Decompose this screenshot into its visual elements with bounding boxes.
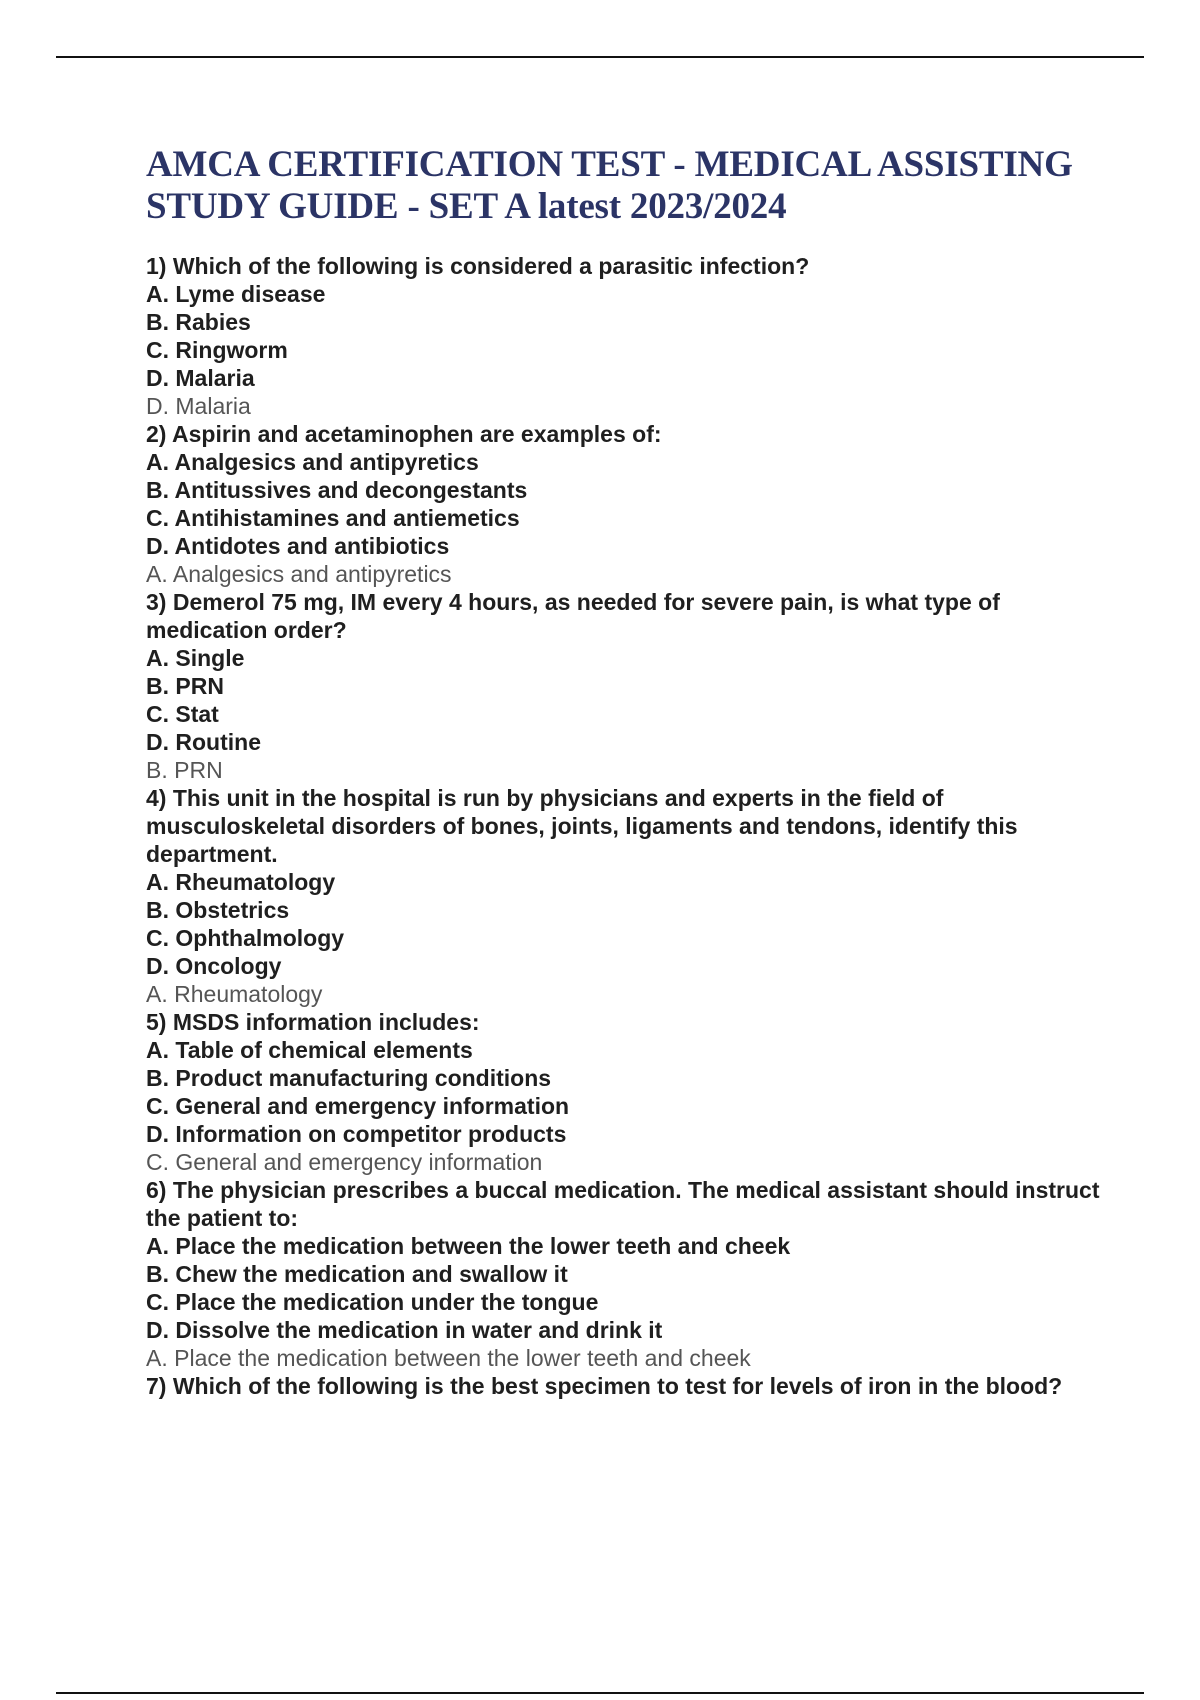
question-6-answer: A. Place the medication between the lower teeth and cheek bbox=[146, 1345, 751, 1371]
question-6-option-a: A. Place the medication between the lower teeth and cheek bbox=[146, 1233, 791, 1259]
question-1-option-c: C. Ringworm bbox=[146, 337, 288, 363]
question-4-option-d: D. Oncology bbox=[146, 953, 282, 979]
question-2-option-c: C. Antihistamines and antiemetics bbox=[146, 505, 520, 531]
question-5: 5) MSDS information includes: bbox=[146, 1009, 480, 1035]
question-4-option-c: C. Ophthalmology bbox=[146, 925, 345, 951]
question-3-option-d: D. Routine bbox=[146, 729, 261, 755]
question-4-option-b: B. Obstetrics bbox=[146, 897, 290, 923]
question-3-answer: B. PRN bbox=[146, 757, 223, 783]
title-line-1: AMCA CERTIFICATION TEST - MEDICAL ASSISTING bbox=[146, 144, 1073, 185]
question-5-option-c: C. General and emergency information bbox=[146, 1093, 570, 1119]
title-line-2: STUDY GUIDE - SET A latest 2023/2024 bbox=[146, 186, 787, 227]
question-2-answer: A. Analgesics and antipyretics bbox=[146, 561, 452, 587]
question-2: 2) Aspirin and acetaminophen are examples of: bbox=[146, 421, 662, 447]
question-6: 6) The physician prescribes a buccal medication. The medical assistant should instruct the patient to: bbox=[146, 1177, 1100, 1231]
question-6-option-c: C. Place the medication under the tongue bbox=[146, 1289, 599, 1315]
question-list bbox=[146, 252, 1106, 1400]
question-1-option-b: B. Rabies bbox=[146, 309, 251, 335]
question-2-option-b: B. Antitussives and decongestants bbox=[146, 477, 528, 503]
question-4-option-a: A. Rheumatology bbox=[146, 869, 336, 895]
question-5-option-b: B. Product manufacturing conditions bbox=[146, 1065, 552, 1091]
question-3-option-b: B. PRN bbox=[146, 673, 224, 699]
question-4: 4) This unit in the hospital is run by physicians and experts in the field of musculoskeletal disorders of bones, joints, ligaments and tendons, identify this department. bbox=[146, 785, 1018, 867]
question-1: 1) Which of the following is considered a parasitic infection? bbox=[146, 253, 810, 279]
question-2-option-d: D. Antidotes and antibiotics bbox=[146, 533, 450, 559]
question-5-answer: C. General and emergency information bbox=[146, 1149, 543, 1175]
question-5-option-a: A. Table of chemical elements bbox=[146, 1037, 473, 1063]
question-5-option-d: D. Information on competitor products bbox=[146, 1121, 567, 1147]
question-7: 7) Which of the following is the best specimen to test for levels of iron in the blood? bbox=[146, 1373, 1063, 1399]
question-3-option-a: A. Single bbox=[146, 645, 245, 671]
question-3: 3) Demerol 75 mg, IM every 4 hours, as needed for severe pain, is what type of medication order? bbox=[146, 589, 1000, 643]
top-divider bbox=[56, 56, 1144, 58]
bottom-divider bbox=[56, 1692, 1144, 1694]
question-2-option-a: A. Analgesics and antipyretics bbox=[146, 449, 479, 475]
document-body bbox=[146, 144, 1106, 1400]
question-1-answer: D. Malaria bbox=[146, 393, 251, 419]
question-1-option-a: A. Lyme disease bbox=[146, 281, 326, 307]
document-title bbox=[146, 144, 1106, 228]
question-6-option-b: B. Chew the medication and swallow it bbox=[146, 1261, 568, 1287]
question-3-option-c: C. Stat bbox=[146, 701, 219, 727]
question-4-answer: A. Rheumatology bbox=[146, 981, 323, 1007]
question-6-option-d: D. Dissolve the medication in water and drink it bbox=[146, 1317, 663, 1343]
question-1-option-d: D. Malaria bbox=[146, 365, 255, 391]
